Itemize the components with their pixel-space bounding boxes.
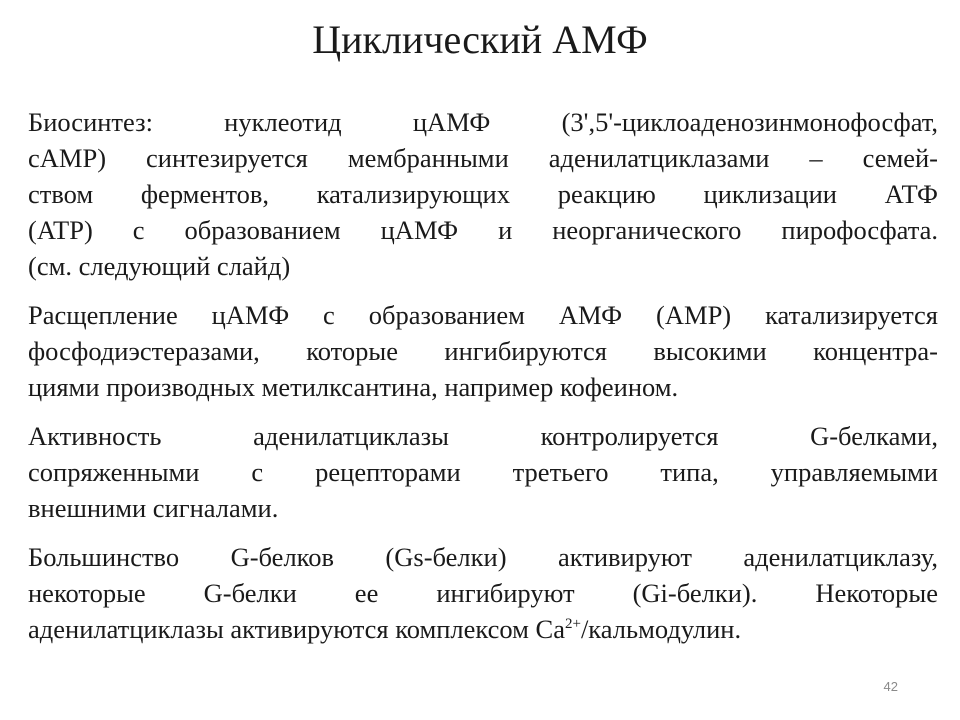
slide-title: Циклический АМФ [312, 17, 648, 62]
text-line: Большинство G-белков (Gs-белки) активируют аденилатциклазу, [28, 542, 938, 572]
text-line: Расщепление цАМФ с образованием АМФ (AMP) катализируется [28, 300, 938, 330]
text-line: Биосинтез: нуклеотид цАМФ (3',5'-циклоаденозинмонофосфат, [28, 107, 938, 137]
text-segment: /кальмодулин. [580, 614, 742, 644]
superscript-charge: 2+ [564, 616, 581, 633]
text-line: Активность аденилатциклазы контролируется G-белками, [28, 421, 938, 451]
text-line: внешними сигналами. [28, 493, 279, 523]
paragraph-cleavage [28, 297, 938, 405]
text-line: (ATP) с образованием цАМФ и неорганического пирофосфата. [28, 215, 938, 245]
text-line: (см. следующий слайд) [28, 251, 291, 281]
text-line [28, 611, 938, 647]
text-segment: аденилатциклазы активируются комплексом Ca [28, 614, 565, 644]
text-line: некоторые G-белки ее ингибируют (Gi-белки). Некоторые [28, 578, 938, 608]
slide-body [28, 104, 938, 660]
paragraph-g-proteins [28, 539, 938, 647]
text-line: ством ферментов, катализирующих реакцию циклизации АТФ [28, 179, 938, 209]
paragraph-biosynthesis [28, 104, 938, 284]
text-line: сопряженными с рецепторами третьего типа, управляемыми [28, 457, 938, 487]
paragraph-activity [28, 418, 938, 526]
text-line: cAMP) синтезируется мембранными аденилатциклазами – семей- [28, 143, 938, 173]
page-number: 42 [883, 679, 898, 694]
text-line: фосфодиэстеразами, которые ингибируются высокими концентра- [28, 336, 938, 366]
text-line: циями производных метилксантина, например кофеином. [28, 372, 679, 402]
